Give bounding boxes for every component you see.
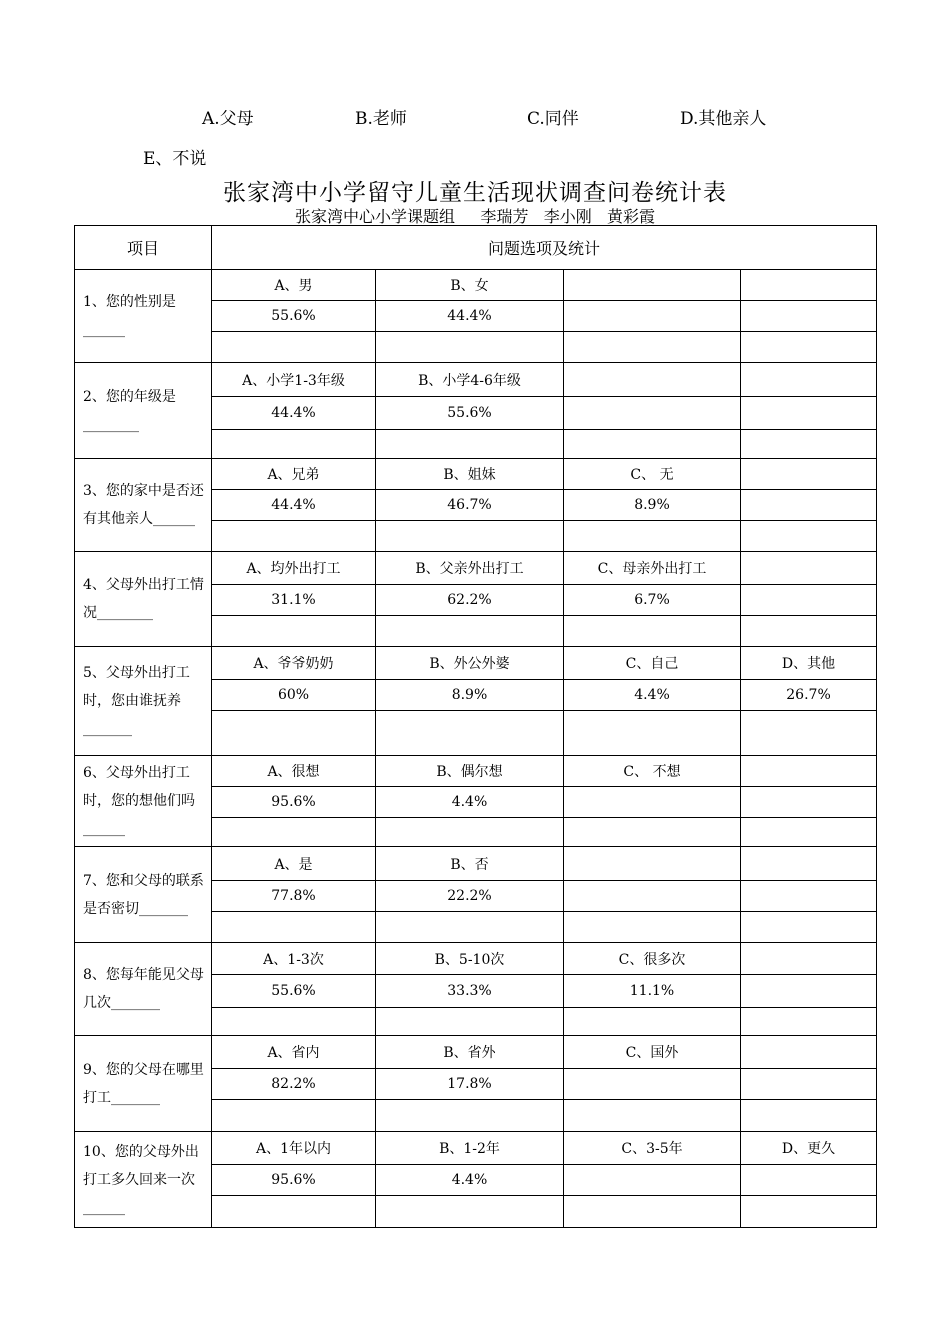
percentage-cell: 44.4% bbox=[212, 397, 376, 430]
answer-option-cell: C、3-5年 bbox=[564, 1132, 741, 1165]
answer-option-cell bbox=[564, 363, 741, 397]
question-cell: 2、您的年级是________ bbox=[75, 363, 212, 459]
blank-cell bbox=[741, 332, 877, 363]
answer-option-cell bbox=[741, 363, 877, 397]
table-row bbox=[75, 847, 877, 881]
survey-statistics-table bbox=[74, 225, 877, 1228]
answer-option-cell: B、省外 bbox=[376, 1036, 564, 1069]
percentage-cell: 33.3% bbox=[376, 975, 564, 1008]
answer-option-cell: B、小学4-6年级 bbox=[376, 363, 564, 397]
table-row bbox=[75, 647, 877, 680]
percentage-cell: 17.8% bbox=[376, 1069, 564, 1100]
answer-option-cell: B、1-2年 bbox=[376, 1132, 564, 1165]
percentage-cell: 44.4% bbox=[376, 301, 564, 332]
document-subtitle: 张家湾中心小学课题组 李瑞芳 李小刚 黄彩霞 bbox=[295, 207, 655, 226]
blank-cell bbox=[741, 430, 877, 459]
answer-option-cell: C、 无 bbox=[564, 459, 741, 490]
question-cell: 10、您的父母外出打工多久回来一次______ bbox=[75, 1132, 212, 1228]
percentage-cell bbox=[741, 585, 877, 616]
blank-cell bbox=[564, 430, 741, 459]
answer-option-cell: B、女 bbox=[376, 270, 564, 301]
blank-cell bbox=[741, 912, 877, 943]
answer-option-cell: C、母亲外出打工 bbox=[564, 552, 741, 585]
answer-option-cell: A、兄弟 bbox=[212, 459, 376, 490]
blank-cell bbox=[564, 912, 741, 943]
answer-option-cell: B、外公外婆 bbox=[376, 647, 564, 680]
table-row bbox=[75, 552, 877, 585]
blank-cell bbox=[212, 1008, 376, 1036]
blank-cell bbox=[212, 616, 376, 647]
answer-option-cell bbox=[564, 270, 741, 301]
table-row bbox=[75, 459, 877, 490]
blank-cell bbox=[376, 616, 564, 647]
blank-cell bbox=[564, 616, 741, 647]
answer-option-cell bbox=[741, 552, 877, 585]
percentage-cell bbox=[741, 1165, 877, 1196]
percentage-cell bbox=[564, 397, 741, 430]
answer-option-cell: C、国外 bbox=[564, 1036, 741, 1069]
percentage-cell: 26.7% bbox=[741, 680, 877, 711]
blank-cell bbox=[212, 1196, 376, 1228]
percentage-cell bbox=[741, 301, 877, 332]
percentage-cell: 4.4% bbox=[376, 787, 564, 818]
percentage-cell bbox=[741, 787, 877, 818]
blank-cell bbox=[376, 521, 564, 552]
answer-option-cell: A、1-3次 bbox=[212, 943, 376, 975]
blank-cell bbox=[212, 711, 376, 756]
percentage-cell: 11.1% bbox=[564, 975, 741, 1008]
answer-option-cell: B、否 bbox=[376, 847, 564, 881]
table-row bbox=[75, 363, 877, 397]
blank-cell bbox=[212, 1100, 376, 1132]
blank-cell bbox=[376, 1008, 564, 1036]
percentage-cell: 8.9% bbox=[564, 490, 741, 521]
blank-cell bbox=[741, 521, 877, 552]
answer-option-cell: B、5-10次 bbox=[376, 943, 564, 975]
blank-cell bbox=[376, 711, 564, 756]
question-cell: 9、您的父母在哪里打工_______ bbox=[75, 1036, 212, 1132]
answer-option-cell: C、很多次 bbox=[564, 943, 741, 975]
blank-cell bbox=[564, 1196, 741, 1228]
percentage-cell bbox=[741, 1069, 877, 1100]
percentage-cell bbox=[741, 881, 877, 912]
blank-cell bbox=[376, 332, 564, 363]
previous-option-c: C.同伴 bbox=[527, 109, 579, 129]
percentage-cell: 46.7% bbox=[376, 490, 564, 521]
percentage-cell: 55.6% bbox=[212, 975, 376, 1008]
answer-option-cell: A、1年以内 bbox=[212, 1132, 376, 1165]
question-cell: 7、您和父母的联系是否密切_______ bbox=[75, 847, 212, 943]
blank-cell bbox=[564, 818, 741, 847]
answer-option-cell: A、很想 bbox=[212, 756, 376, 787]
blank-cell bbox=[741, 1196, 877, 1228]
blank-cell bbox=[564, 1008, 741, 1036]
answer-option-cell: A、男 bbox=[212, 270, 376, 301]
percentage-cell: 22.2% bbox=[376, 881, 564, 912]
blank-cell bbox=[212, 912, 376, 943]
table-header-row bbox=[75, 226, 877, 270]
percentage-cell: 95.6% bbox=[212, 1165, 376, 1196]
blank-cell bbox=[741, 711, 877, 756]
blank-cell bbox=[376, 430, 564, 459]
blank-cell bbox=[564, 711, 741, 756]
percentage-cell: 6.7% bbox=[564, 585, 741, 616]
percentage-cell: 31.1% bbox=[212, 585, 376, 616]
percentage-cell bbox=[564, 301, 741, 332]
table-row bbox=[75, 756, 877, 787]
percentage-cell: 77.8% bbox=[212, 881, 376, 912]
answer-option-cell: D、其他 bbox=[741, 647, 877, 680]
answer-option-cell: C、自己 bbox=[564, 647, 741, 680]
percentage-cell bbox=[564, 787, 741, 818]
percentage-cell bbox=[741, 975, 877, 1008]
percentage-cell: 60% bbox=[212, 680, 376, 711]
header-item: 项目 bbox=[75, 226, 212, 270]
answer-option-cell: B、姐妹 bbox=[376, 459, 564, 490]
percentage-cell: 55.6% bbox=[212, 301, 376, 332]
percentage-cell: 4.4% bbox=[564, 680, 741, 711]
blank-cell bbox=[212, 332, 376, 363]
percentage-cell: 82.2% bbox=[212, 1069, 376, 1100]
blank-cell bbox=[741, 616, 877, 647]
answer-option-cell bbox=[741, 459, 877, 490]
blank-cell bbox=[741, 1008, 877, 1036]
table-row bbox=[75, 1132, 877, 1165]
answer-option-cell bbox=[564, 847, 741, 881]
blank-cell bbox=[564, 332, 741, 363]
previous-option-b: B.老师 bbox=[355, 109, 407, 129]
table-row bbox=[75, 270, 877, 301]
percentage-cell: 55.6% bbox=[376, 397, 564, 430]
percentage-cell: 8.9% bbox=[376, 680, 564, 711]
answer-option-cell bbox=[741, 270, 877, 301]
previous-option-d: D.其他亲人 bbox=[680, 109, 767, 129]
percentage-cell: 95.6% bbox=[212, 787, 376, 818]
percentage-cell bbox=[741, 397, 877, 430]
question-cell: 5、父母外出打工时，您由谁抚养_______ bbox=[75, 647, 212, 756]
blank-cell bbox=[741, 1100, 877, 1132]
blank-cell bbox=[212, 818, 376, 847]
answer-option-cell: A、小学1-3年级 bbox=[212, 363, 376, 397]
question-cell: 1、您的性别是______ bbox=[75, 270, 212, 363]
answer-option-cell: A、是 bbox=[212, 847, 376, 881]
percentage-cell: 44.4% bbox=[212, 490, 376, 521]
question-cell: 8、您每年能见父母几次_______ bbox=[75, 943, 212, 1036]
percentage-cell bbox=[564, 1165, 741, 1196]
question-cell: 3、您的家中是否还有其他亲人______ bbox=[75, 459, 212, 552]
percentage-cell: 4.4% bbox=[376, 1165, 564, 1196]
answer-option-cell bbox=[741, 1036, 877, 1069]
table-row bbox=[75, 943, 877, 975]
blank-cell bbox=[376, 1196, 564, 1228]
answer-option-cell bbox=[741, 847, 877, 881]
answer-option-cell bbox=[741, 943, 877, 975]
question-cell: 6、父母外出打工时，您的想他们吗______ bbox=[75, 756, 212, 847]
previous-option-e: E、不说 bbox=[143, 149, 207, 169]
answer-option-cell: A、爷爷奶奶 bbox=[212, 647, 376, 680]
blank-cell bbox=[564, 1100, 741, 1132]
answer-option-cell: A、均外出打工 bbox=[212, 552, 376, 585]
answer-option-cell: D、更久 bbox=[741, 1132, 877, 1165]
answer-option-cell: A、省内 bbox=[212, 1036, 376, 1069]
percentage-cell bbox=[564, 881, 741, 912]
blank-cell bbox=[376, 912, 564, 943]
answer-option-cell: B、父亲外出打工 bbox=[376, 552, 564, 585]
header-options: 问题选项及统计 bbox=[212, 226, 877, 270]
document-title: 张家湾中小学留守儿童生活现状调查问卷统计表 bbox=[223, 180, 727, 206]
answer-option-cell: B、偶尔想 bbox=[376, 756, 564, 787]
blank-cell bbox=[212, 430, 376, 459]
table-body bbox=[75, 270, 877, 1228]
answer-option-cell: C、 不想 bbox=[564, 756, 741, 787]
table-row bbox=[75, 1036, 877, 1069]
percentage-cell: 62.2% bbox=[376, 585, 564, 616]
percentage-cell bbox=[564, 1069, 741, 1100]
blank-cell bbox=[376, 1100, 564, 1132]
blank-cell bbox=[212, 521, 376, 552]
blank-cell bbox=[376, 818, 564, 847]
blank-cell bbox=[564, 521, 741, 552]
previous-option-a: A.父母 bbox=[202, 109, 254, 129]
question-cell: 4、父母外出打工情况________ bbox=[75, 552, 212, 647]
percentage-cell bbox=[741, 490, 877, 521]
answer-option-cell bbox=[741, 756, 877, 787]
blank-cell bbox=[741, 818, 877, 847]
